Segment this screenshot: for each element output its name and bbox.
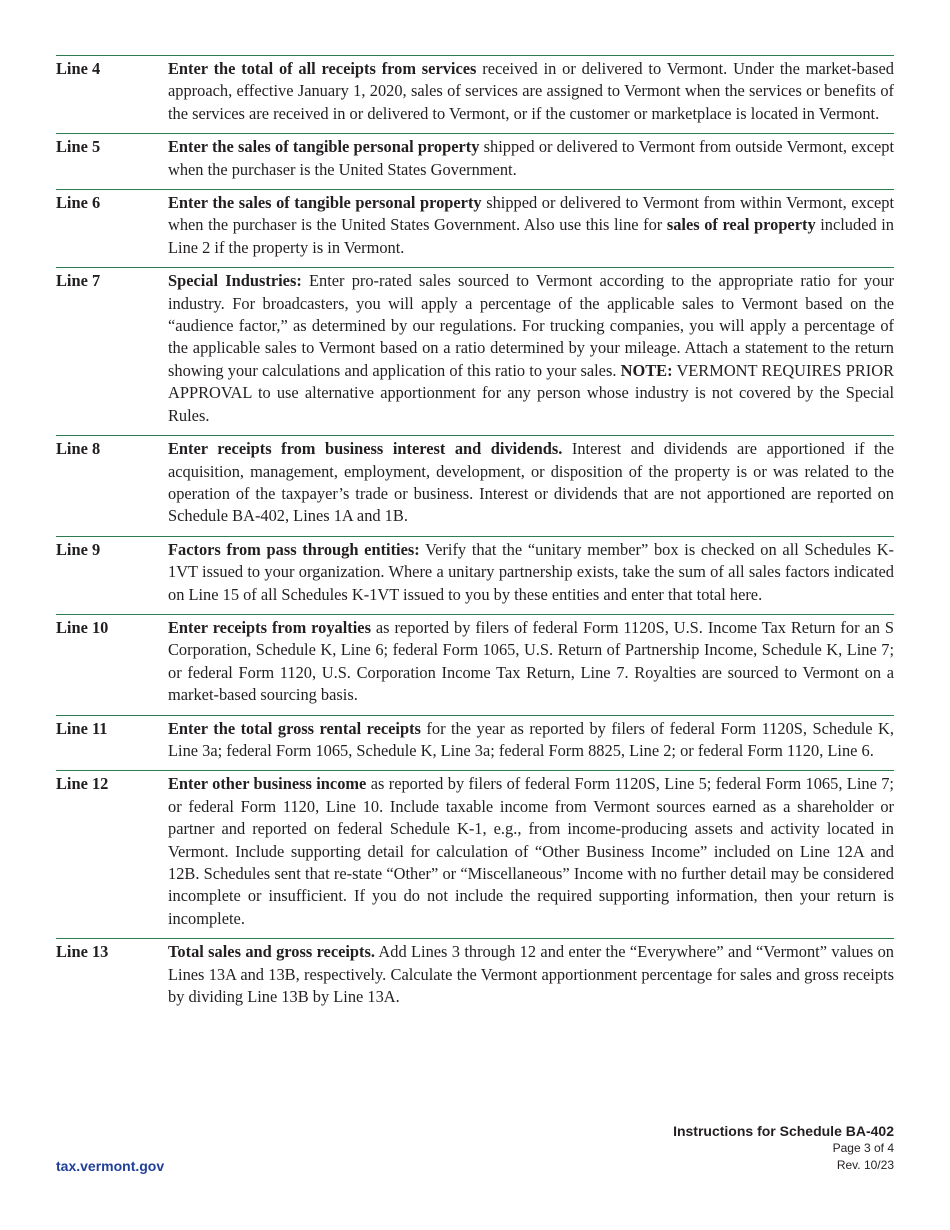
line-label: Line 5 <box>56 137 101 157</box>
line-label: Line 13 <box>56 942 109 962</box>
line-label: Line 12 <box>56 774 109 794</box>
instruction-row <box>56 133 894 181</box>
body-text: shipped or delivered to Vermont from outside Vermont, except when the purchaser is the United States Government. <box>168 137 894 179</box>
body-text: Enter pro-rated sales sourced to Vermont according to the appropriate ratio for your industry. For broadcasters, you will apply a percentage of the applicable sales to Vermont based on the “audience factor,” as determined by our regulations. For trucking companies, you will apply a percentage of the applicable sales to Vermont based on a ratio determined by your mileage. Attach a statement to the return showing your calculations and application of this ratio to your sales. <box>168 271 894 380</box>
body-text: as reported by filers of federal Form 1120S, Line 5; federal Form 1065, Line 7; or federal Form 1120, Line 10. Include taxable income from Vermont sources earned as a shareholder or partner and reported on federal Schedule K-1, e.g., from income-producing assets and activity located in Vermont. Include supporting detail for calculation of “Other Business Income” included on Line 12A and 12B. Schedules sent that re-state “Other” or “Miscellaneous” Income with no further detail may be considered incomplete or insufficient. If you do not include the required supporting information, then your return is incomplete. <box>168 774 894 928</box>
footer-info <box>673 1122 894 1174</box>
website-link[interactable]: tax.vermont.gov <box>56 1158 165 1174</box>
bold-text: Factors from pass through entities: <box>168 539 420 559</box>
line-label: Line 7 <box>56 271 101 291</box>
line-label: Line 10 <box>56 617 109 637</box>
line-description <box>168 539 894 606</box>
line-description <box>168 192 894 259</box>
body-text: included in Line 2 if the property is in Vermont. <box>168 215 894 257</box>
line-description <box>168 136 894 181</box>
line-label: Line 8 <box>56 439 101 459</box>
line-description <box>168 941 894 1008</box>
body-text: as reported by filers of federal Form 1120S, U.S. Income Tax Return for an S Corporation, Schedule K, Line 6; federal Form 1065, U.S. Return of Partnership Income, Schedule K, Line 7; or federal Form 1120, U.S. Corporation Income Tax Return, Line 7. Royalties are sourced to Vermont on a market-based sourcing basis. <box>168 617 894 705</box>
body-text: shipped or delivered to Vermont from within Vermont, except when the purchaser is the United States Government. Also use this line for <box>168 193 894 235</box>
line-label: Line 4 <box>56 59 101 78</box>
instruction-row <box>56 435 894 528</box>
instruction-row <box>56 536 894 606</box>
line-description <box>168 773 894 930</box>
bold-text: Enter the total gross rental receipts <box>168 718 421 738</box>
instruction-row <box>56 267 894 427</box>
bold-text: Enter receipts from royalties <box>168 617 371 637</box>
footer-page-number: Page 3 of 4 <box>832 1141 894 1155</box>
instruction-row <box>56 770 894 930</box>
instruction-row <box>56 189 894 259</box>
bold-text: NOTE: <box>620 360 673 380</box>
body-text: Verify that the “unitary member” box is checked on all Schedules K-1VT issued to your organization. Where a unitary partnership exists, take the sum of all sales factors indicated on Line 15 of all Schedules K-1VT issued to you by these entities and enter that total here. <box>168 539 894 604</box>
instruction-row <box>56 715 894 763</box>
body-text: for the year as reported by filers of federal Form 1120S, Schedule K, Line 3a; federal Form 1065, Schedule K, Line 3a; federal Form 8825, Line 2; or federal Form 1120, Line 6. <box>168 718 894 760</box>
bold-text: Enter other business income <box>168 774 367 794</box>
line-description <box>168 270 894 427</box>
bold-text: Enter the total of all receipts from services <box>168 59 477 78</box>
body-text: received in or delivered to Vermont. Under the market-based approach, effective January 1, 2020, sales of services are assigned to Vermont when the services or benefits of the services are received in or delivered to Vermont, or if the customer or marketplace is located in Vermont. <box>168 59 895 123</box>
bold-text: Total sales and gross receipts. <box>168 942 375 962</box>
instruction-row <box>56 614 894 707</box>
line-label: Line 9 <box>56 539 101 559</box>
line-description <box>168 58 894 125</box>
body-text: Interest and dividends are apportioned if the acquisition, management, employment, development, or disposition of the property is or was related to the operation of the taxpayer’s trade or business. Interest or dividends that are not apportioned are reported on Schedule BA-402, Lines 1A and 1B. <box>168 439 894 526</box>
line-description <box>168 617 894 707</box>
bold-text: Enter the sales of tangible personal property <box>168 137 480 157</box>
bold-text: sales of real property <box>666 215 816 235</box>
instruction-row <box>56 55 894 125</box>
bold-text: Special Industries: <box>168 271 302 291</box>
body-text: VERMONT REQUIRES PRIOR APPROVAL to use alternative apportionment for any person whose industry is not covered by the Special Rules. <box>168 360 895 425</box>
instruction-lines <box>56 55 894 1008</box>
line-label: Line 11 <box>56 718 108 738</box>
instruction-row <box>56 938 894 1008</box>
body-text: Add Lines 3 through 12 and enter the “Everywhere” and “Vermont” values on Lines 13A and 13B, respectively. Calculate the Vermont apportionment percentage for sales and gross receipts by dividing Line 13B by Line 13A. <box>168 942 894 1007</box>
line-label: Line 6 <box>56 193 101 213</box>
line-description <box>168 718 894 763</box>
footer-title: Instructions for Schedule BA-402 <box>673 1123 894 1139</box>
line-description <box>168 438 894 528</box>
bold-text: Enter receipts from business interest and dividends. <box>168 439 563 459</box>
footer-revision: Rev. 10/23 <box>836 1158 894 1172</box>
bold-text: Enter the sales of tangible personal property <box>168 193 482 213</box>
